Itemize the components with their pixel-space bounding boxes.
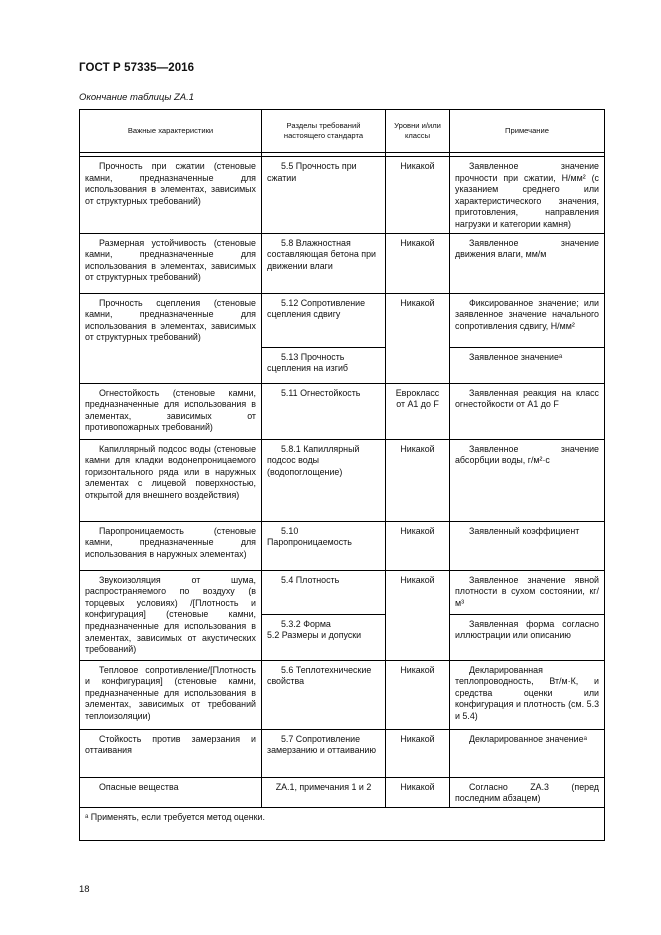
characteristic-cell: Капиллярный подсос воды (стеновые камни для кладки водонепроницаемого горизонтального ряда или в наружных элементах с лицевой поверхностью, открытой для внешнего воздействия) [80, 439, 262, 521]
table-row [80, 521, 605, 570]
footnote-row [80, 807, 605, 840]
section-cell: 5.8 Влажностная составляющая бетона при движении влаги [262, 233, 386, 293]
note-cell: Декларированное значениеᵃ [450, 729, 605, 777]
note-cell: Заявленный коэффициент [450, 521, 605, 570]
table-row [80, 233, 605, 293]
column-header-sections: Разделы требований настоящего стандарта [262, 110, 386, 153]
level-cell: Никакой [386, 660, 450, 729]
document-header: ГОСТ Р 57335—2016 [79, 62, 195, 74]
level-cell: Никакой [386, 233, 450, 293]
note-cell: Фиксированное значение; или заявленное значение начального сопротивления сдвигу, Н/мм² [450, 293, 605, 347]
characteristic-cell: Паропроницаемость (стеновые камни, предназначенные для использования в наружных элементах) [80, 521, 262, 570]
note-cell: Заявленное значение явной плотности в сухом состоянии, кг/м³ [450, 570, 605, 614]
level-cell: Никакой [386, 157, 450, 234]
level-cell: Еврокласс от А1 до F [386, 383, 450, 439]
characteristic-cell: Опасные вещества [80, 777, 262, 807]
characteristic-cell: Прочность при сжатии (стеновые камни, предназначенные для использования в элементах, зависимых от структурных требований) [80, 157, 262, 234]
note-cell: Декларированная теплопроводность, Вт/м·К, и средства оценки или конфигурация и плотность (см. 5.3 и 5.4) [450, 660, 605, 729]
characteristic-cell: Размерная устойчивость (стеновые камни, предназначенные для использования в элементах, зависимых от структурных требований) [80, 233, 262, 293]
characteristic-cell: Звукоизоляция от шума, распространяемого по воздуху (в торцевых условиях) /[Плотность и конфигурация] (стеновые камни, предназначенные для использования в элементах, зависимых от акустических требований) [80, 570, 262, 660]
section-cell: 5.7 Сопротивление замерзанию и оттаиванию [262, 729, 386, 777]
section-cell: 5.8.1 Капиллярный подсос воды (водопоглощение) [262, 439, 386, 521]
section-cell: 5.3.2 Форма 5.2 Размеры и допуски [262, 614, 386, 660]
level-cell: Никакой [386, 439, 450, 521]
note-cell: Заявленное значениеᵃ [450, 347, 605, 383]
characteristic-cell: Огнестойкость (стеновые камни, предназначенные для использования в элементах, зависимых от противопожарных требований) [80, 383, 262, 439]
section-cell: 5.10 Паропроницаемость [262, 521, 386, 570]
note-cell: Заявленное значение абсорбции воды, г/м²·с [450, 439, 605, 521]
characteristic-cell: Прочность сцепления (стеновые камни, предназначенные для использования в элементах, зависимых от структурных требований) [80, 293, 262, 383]
level-cell: Никакой [386, 729, 450, 777]
table-row [80, 660, 605, 729]
table-caption: Окончание таблицы ZA.1 [79, 92, 195, 103]
level-cell: Никакой [386, 293, 450, 383]
level-cell: Никакой [386, 521, 450, 570]
section-cell: 5.13 Прочность сцепления на изгиб [262, 347, 386, 383]
column-header-levels: Уровни и/или классы [386, 110, 450, 153]
table-header-row [80, 110, 605, 153]
note-cell: Согласно ZA.3 (перед последним абзацем) [450, 777, 605, 807]
table-row [80, 157, 605, 234]
section-cell: ZA.1, примечания 1 и 2 [262, 777, 386, 807]
table-footnote: ᵃ Применять, если требуется метод оценки. [80, 807, 605, 840]
level-cell: Никакой [386, 777, 450, 807]
table-row [80, 383, 605, 439]
note-cell: Заявленная реакция на класс огнестойкости от А1 до F [450, 383, 605, 439]
characteristic-cell: Стойкость против замерзания и оттаивания [80, 729, 262, 777]
level-cell: Никакой [386, 570, 450, 660]
table-row [80, 777, 605, 807]
section-cell: 5.11 Огнестойкость [262, 383, 386, 439]
characteristic-cell: Тепловое сопротивление/[Плотность и конфигурация] (стеновые камни, предназначенные для использования в элементах, зависимых от требований теплоизоляции) [80, 660, 262, 729]
section-cell: 5.12 Сопротивление сцепления сдвигу [262, 293, 386, 347]
section-cell: 5.5 Прочность при сжатии [262, 157, 386, 234]
table-row [80, 439, 605, 521]
section-cell: 5.6 Теплотехнические свойства [262, 660, 386, 729]
requirements-table [79, 109, 605, 841]
table-row [80, 729, 605, 777]
table-row [80, 293, 605, 347]
section-cell: 5.4 Плотность [262, 570, 386, 614]
column-header-notes: Примечание [450, 110, 605, 153]
note-cell: Заявленная форма согласно иллюстрации или описанию [450, 614, 605, 660]
column-header-characteristics: Важные характеристики [80, 110, 262, 153]
page-number: 18 [79, 884, 90, 895]
note-cell: Заявленное значение прочности при сжатии, Н/мм² (с указанием среднего или характеристического значения, приготовления, направления нагрузки и категории камня) [450, 157, 605, 234]
note-cell: Заявленное значение движения влаги, мм/м [450, 233, 605, 293]
table-row [80, 570, 605, 614]
